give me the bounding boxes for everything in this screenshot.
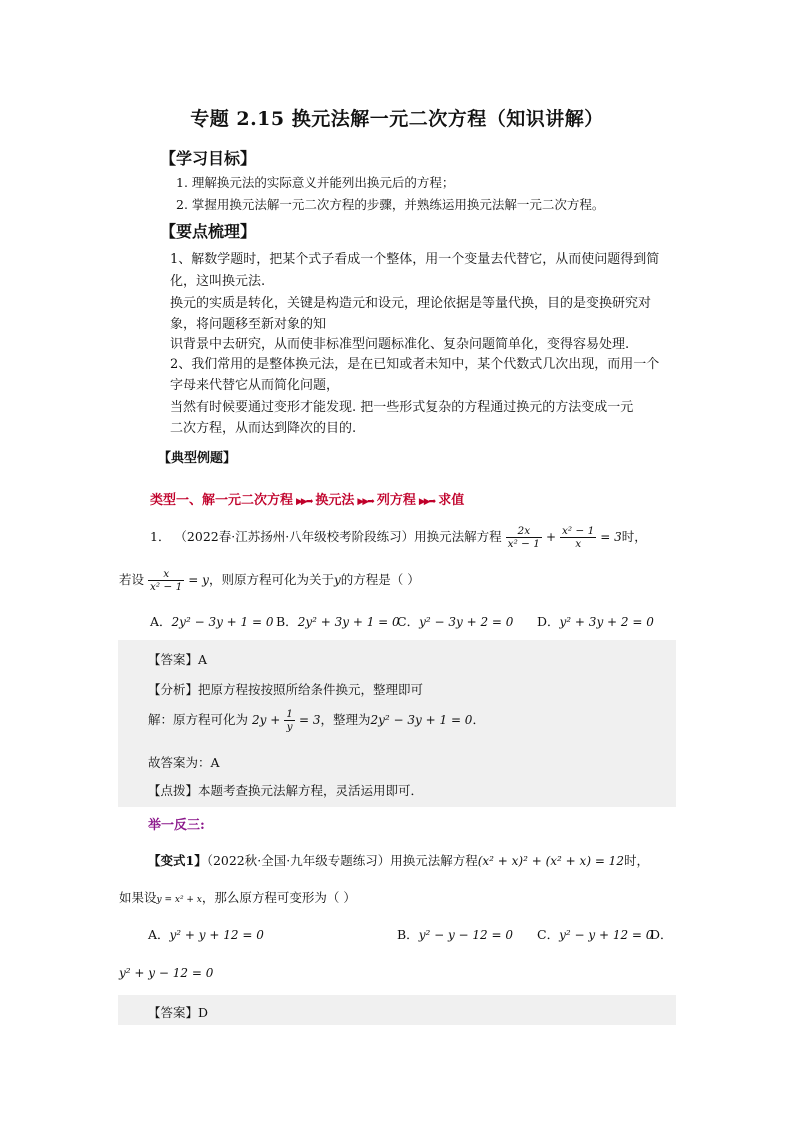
points-line-7: 字母来代替它从而简化问题， bbox=[170, 378, 340, 393]
arrow-icon: ▶▶➡ bbox=[418, 497, 435, 507]
v1-option-d-label: D． bbox=[650, 927, 673, 942]
v1-option-d-expr: y² + y − 12 = 0 bbox=[119, 966, 214, 980]
points-line-6: 2、我们常用的是整体换元法，是在已知或者未知中，某个代数式几次出现，而用一个 bbox=[170, 357, 660, 372]
points-line-8: 当然有时候要通过变形才能发现. 把一些形式复杂的方程通过换元的方法变成一元 bbox=[170, 400, 634, 415]
q1-line-1: 1． （2022春·江苏扬州·八年级校考阶段练习）用换元法解方程 $\frac{2x}{\text{x² − 1}}$ + $\frac{\text{x² − 1}}{x}$ = 3时， bbox=[150, 525, 647, 550]
q1-line-2: 若设 $\frac{x}{\text{x² − 1}}$ = y，则原方程可化为关于y的方程是（ ） bbox=[119, 568, 420, 593]
q1-answer: 【答案】A bbox=[148, 652, 208, 667]
v1-line-1: 【变式1】（2022秋·全国·九年级专题练习）用换元法解方程(x² + x)² + (x² + x) = 12时， bbox=[148, 853, 649, 868]
q1-analysis: 【分析】把原方程按按照所给条件换元，整理即可 bbox=[148, 682, 424, 697]
objective-item-1: 1. 理解换元法的实际意义并能列出换元后的方程； bbox=[176, 175, 455, 190]
points-line-9: 二次方程，从而达到降次的目的. bbox=[170, 421, 357, 436]
type-part-4: 求值 bbox=[438, 493, 465, 508]
points-line-2: 化，这叫换元法. bbox=[170, 274, 266, 289]
v1-answer: 【答案】D bbox=[148, 1005, 209, 1020]
q1-conclusion: 故答案为：A bbox=[148, 755, 220, 770]
q1-option-c: C．y² − 3y + 2 = 0 bbox=[397, 614, 514, 629]
q1-frac-1: $\frac{2x}{\text{x² − 1}}$ bbox=[507, 525, 540, 550]
q1-suffix: 时， bbox=[621, 529, 647, 544]
arrow-icon: ▶▶➡ bbox=[357, 497, 373, 507]
type-part-1: 类型一、解一元二次方程 bbox=[150, 493, 294, 508]
examples-heading: 【典型例题】 bbox=[158, 451, 237, 466]
q1-prefix: 1． （2022春·江苏扬州·八年级校考阶段练习）用换元法解方程 bbox=[150, 529, 502, 544]
points-line-4: 象，将问题移至新对象的知 bbox=[170, 317, 327, 332]
page-title: 专题 2.15 换元法解一元二次方程（知识讲解） bbox=[190, 108, 604, 130]
points-line-3: 换元的实质是转化，关键是构造元和设元，理论依据是等量代换，目的是变换研究对 bbox=[170, 296, 652, 311]
objectives-heading: 【学习目标】 bbox=[160, 149, 257, 168]
q1-option-b: B．2y² + 3y + 1 = 0 bbox=[276, 614, 400, 629]
points-line-1: 1、解数学题时，把某个式子看成一个整体，用一个变量去代替它，从而使问题得到简 bbox=[170, 252, 660, 267]
q1-sub-frac: $\frac{x}{\text{x² − 1}}$ bbox=[150, 568, 183, 593]
q1-frac-2: $\frac{\text{x² − 1}}{x}$ bbox=[562, 525, 595, 550]
v1-option-b: B．y² − y − 12 = 0 bbox=[397, 927, 514, 942]
points-heading: 【要点梳理】 bbox=[160, 222, 257, 241]
q1-option-a: A．2y² − 3y + 1 = 0 bbox=[150, 614, 274, 629]
arrow-icon: ▶▶➡ bbox=[296, 497, 312, 507]
type-part-3: 列方程 bbox=[376, 493, 416, 508]
type-line bbox=[150, 489, 464, 508]
q1-eq-rhs: = 3 bbox=[600, 530, 622, 544]
points-line-5: 识背景中去研究，从而使非标准型问题标准化、复杂问题简单化，变得容易处理. bbox=[170, 337, 630, 352]
q1-solution-frac: $\frac{1}{y}$ bbox=[286, 708, 293, 733]
v1-line-2: 如果设y = x² + x，那么原方程可变形为（ ） bbox=[119, 890, 356, 905]
type-part-2: 换元法 bbox=[315, 493, 355, 508]
v1-option-a: A．y² + y + 12 = 0 bbox=[148, 927, 264, 942]
q1-tip: 【点拨】本题考查换元法解方程，灵活运用即可． bbox=[148, 783, 424, 798]
practice-heading: 举一反三: bbox=[148, 818, 205, 833]
v1-option-c: C．y² − y + 12 = 0 bbox=[537, 927, 654, 942]
q1-option-d: D．y² + 3y + 2 = 0 bbox=[537, 614, 654, 629]
q1-solution-line: 解：原方程可化为 2y + $\frac{1}{y}$ = 3，整理为2y² − 3y + 1 = 0． bbox=[148, 708, 485, 733]
objective-item-2: 2. 掌握用换元法解一元二次方程的步骤，并熟练运用换元法解一元二次方程。 bbox=[176, 197, 605, 212]
